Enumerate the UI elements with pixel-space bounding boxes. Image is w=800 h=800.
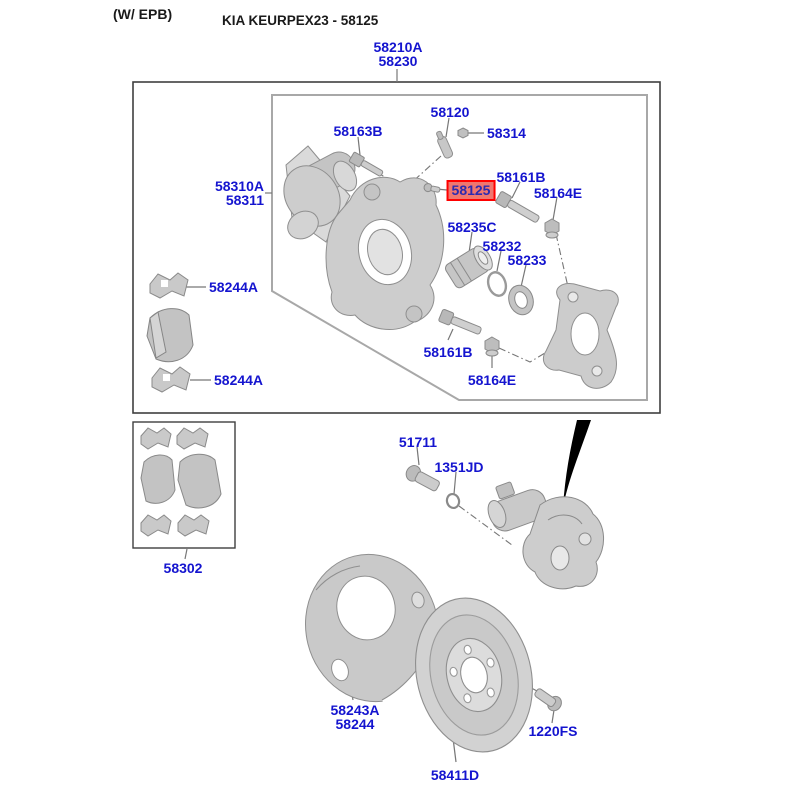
part-label-1351JD[interactable]: 1351JD [434,459,484,475]
swoosh-pointer [563,420,591,507]
part-label-58210A[interactable]: 58210A 58230 [373,39,423,69]
part-label-58164E-lower[interactable]: 58164E [467,372,517,388]
carrier-bracket-drawing [543,283,618,388]
part-label-51711[interactable]: 51711 [398,434,438,450]
pad-clip-lower-drawing [152,367,190,392]
part-label-58244A-lower[interactable]: 58244A [214,372,264,388]
epb-note: (W/ EPB) [113,6,173,22]
disc-screw-drawing [532,685,564,714]
part-label-58120[interactable]: 58120 [430,104,470,120]
part-label-58243A[interactable]: 58243A 58244 [330,702,380,732]
pin-nut-upper-drawing [545,219,559,238]
guide-pin-lower-drawing [438,309,483,337]
brake-pad-left-drawing [147,309,193,362]
bleeder-cap-drawing [458,128,468,138]
pin-nut-lower-drawing [485,337,499,356]
part-label-58233[interactable]: 58233 [507,252,547,268]
part-label-58164E-upper[interactable]: 58164E [533,185,583,201]
part-label-58161B-lower[interactable]: 58161B [423,344,473,360]
part-label-58314[interactable]: 58314 [487,125,526,141]
pad-kit-contents-drawing [141,428,221,536]
part-label-58302[interactable]: 58302 [163,560,203,576]
part-label-58125-highlighted[interactable]: 58125 [447,180,496,201]
piston-seal-drawing [505,282,537,318]
part-label-58161B-upper[interactable]: 58161B [496,169,546,185]
part-label-1220FS[interactable]: 1220FS [528,723,578,739]
part-label-58310A[interactable]: 58310A 58311 [214,178,264,208]
piston-oring-drawing [485,270,509,298]
assembled-caliper-drawing [485,482,604,589]
washer-drawing [445,493,460,510]
part-label-58235C[interactable]: 58235C [447,219,497,235]
page-title: KIA KEURPEX23 - 58125 [222,13,379,28]
part-label-58244A-upper[interactable]: 58244A [209,279,259,295]
bleeder-screw-drawing [434,130,454,159]
part-label-58163B[interactable]: 58163B [333,123,383,139]
pad-clip-upper-drawing [150,273,188,298]
part-label-58411D[interactable]: 58411D [430,767,480,783]
part-label-58232[interactable]: 58232 [482,238,522,254]
